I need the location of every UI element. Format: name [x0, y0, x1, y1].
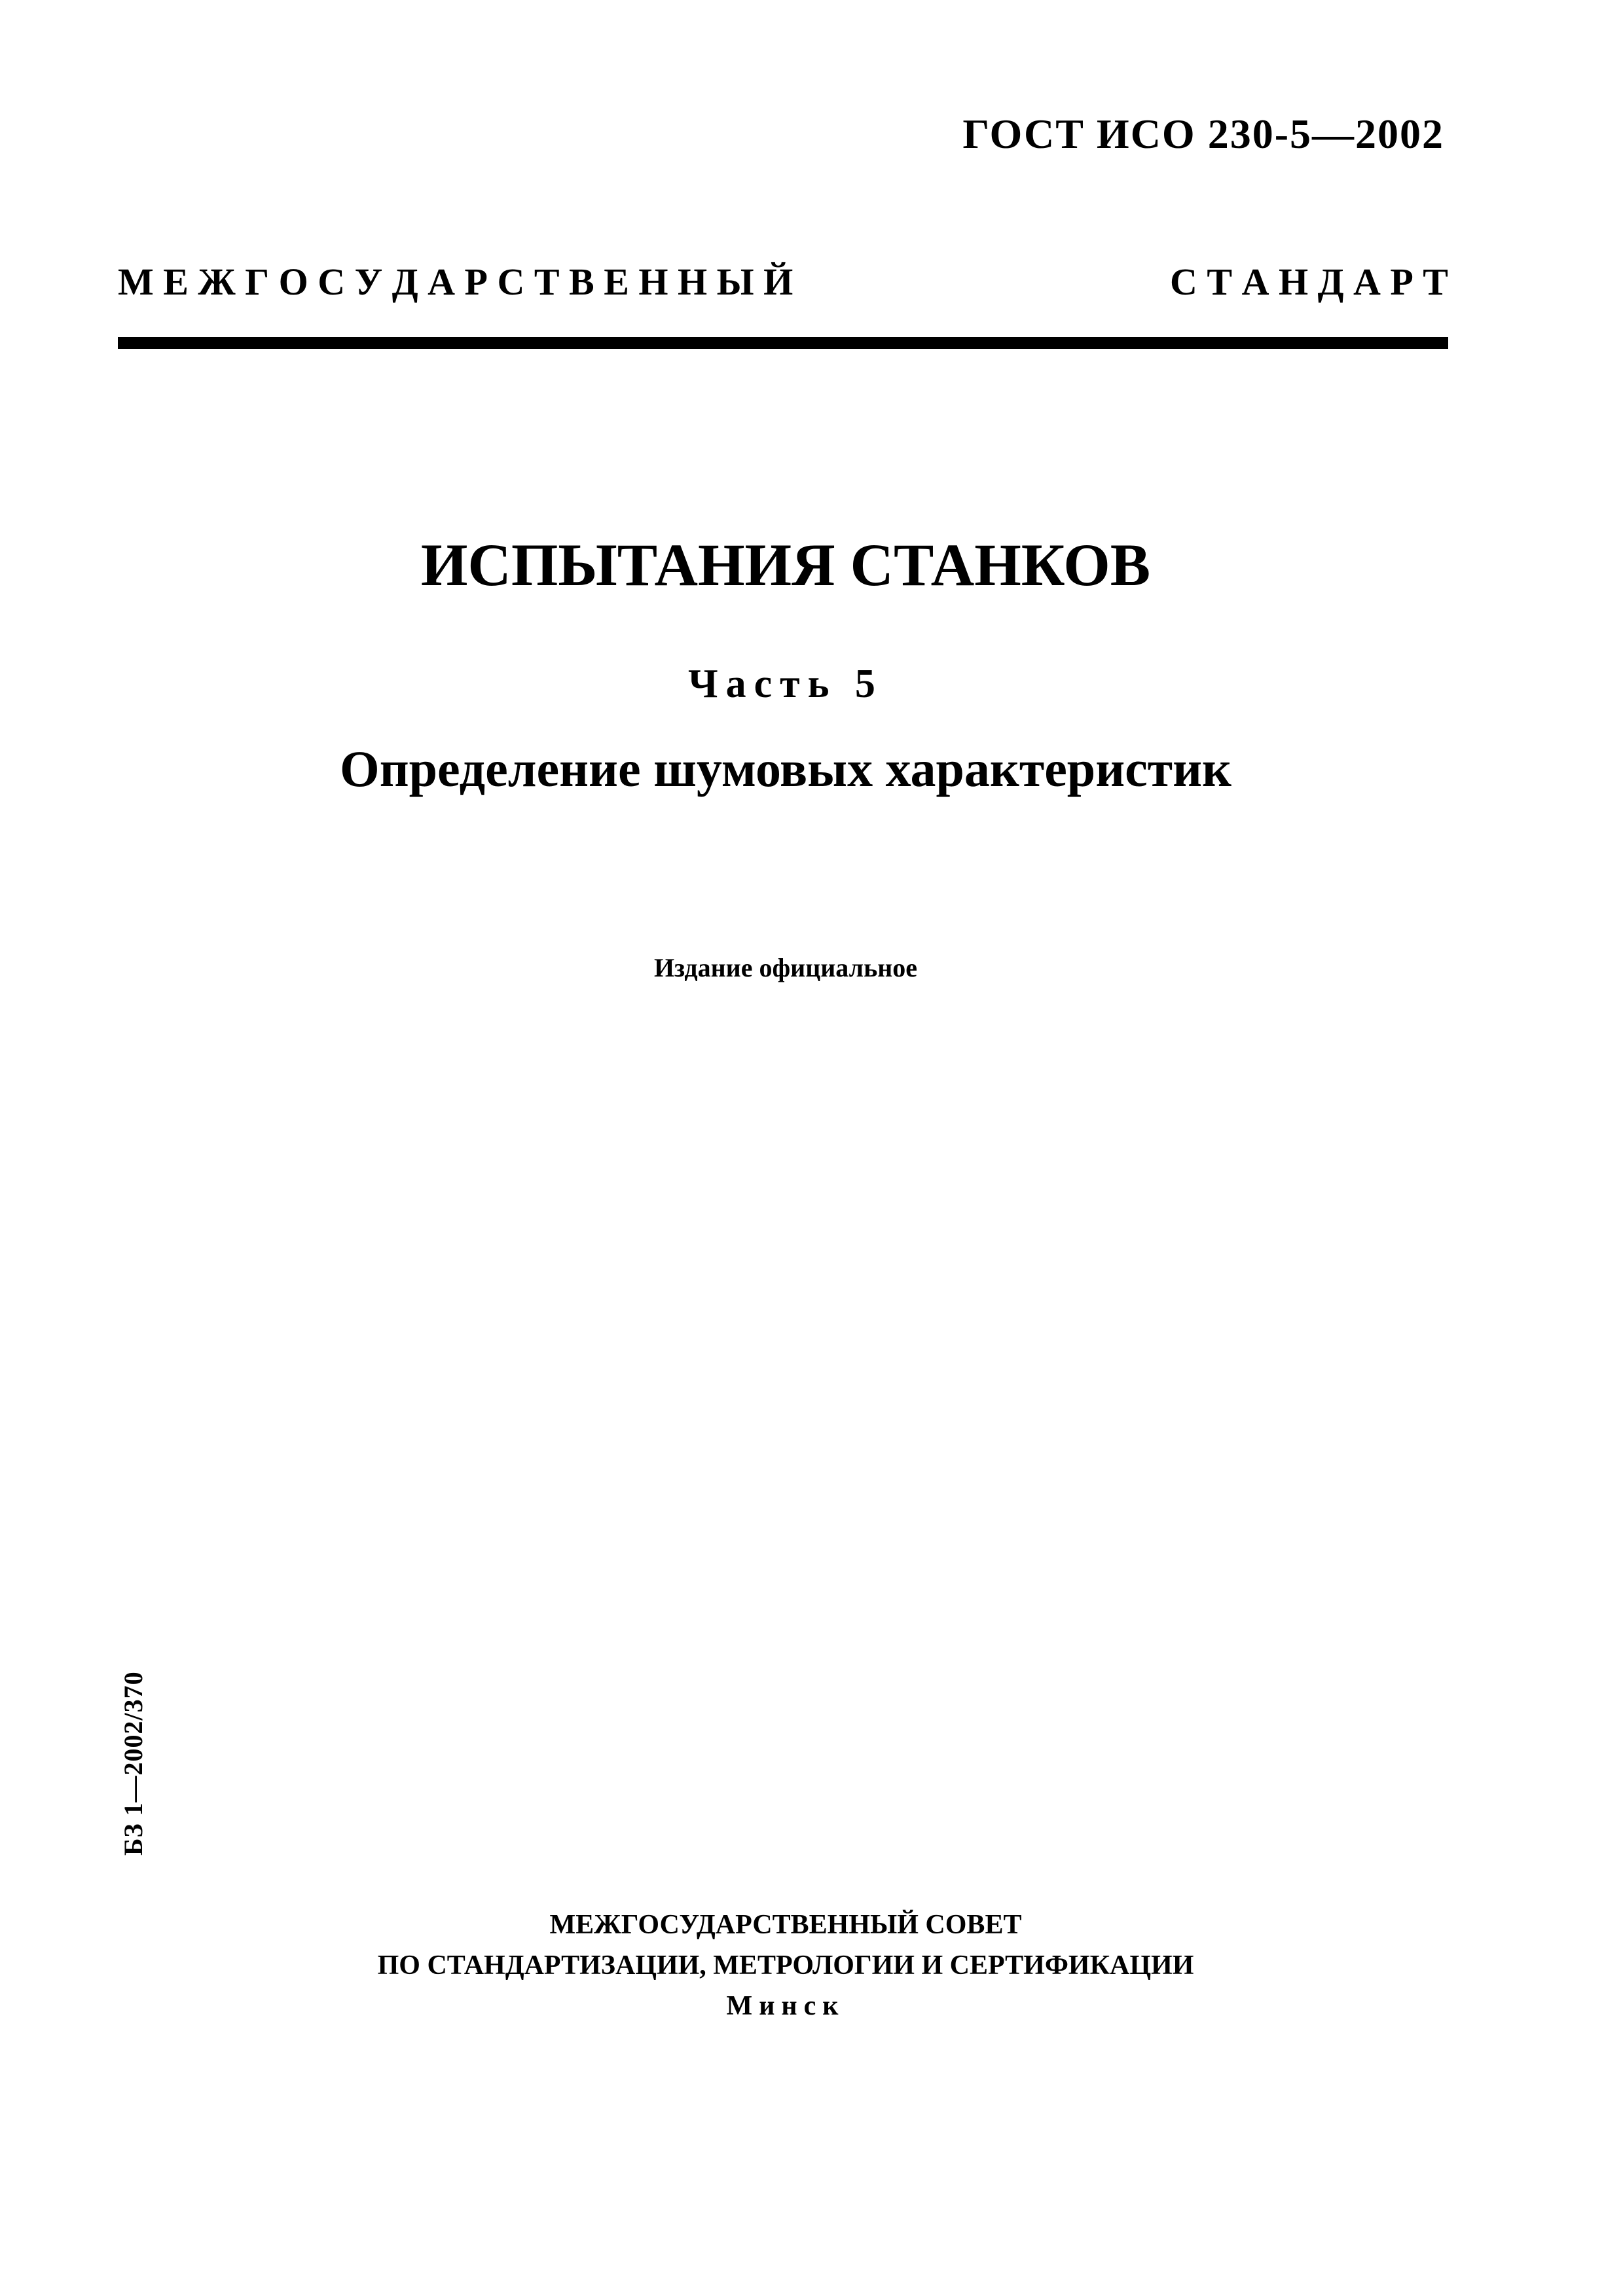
- publisher-line-2: ПО СТАНДАРТИЗАЦИИ, МЕТРОЛОГИИ И СЕРТИФИКАЦИИ: [377, 1950, 1194, 1981]
- publisher-block: [0, 1905, 1571, 2026]
- edition-label: Издание официальное: [653, 953, 918, 982]
- publisher-line-1: МЕЖГОСУДАРСТВЕННЫЙ СОВЕТ: [549, 1910, 1022, 1940]
- standard-type-header: [118, 255, 1448, 308]
- publisher-city: Минск: [726, 1991, 845, 2021]
- document-number: ГОСТ ИСО 230-5—2002: [962, 111, 1444, 157]
- part-label: Часть 5: [688, 662, 883, 706]
- document-subtitle: Определение шумовых характеристик: [340, 740, 1231, 797]
- document-title: ИСПЫТАНИЯ СТАНКОВ: [420, 531, 1151, 598]
- standard-type-word-1: М Е Ж Г О С У Д А Р С Т В Е Н Н Ы Й: [118, 260, 793, 303]
- header-rule: [118, 337, 1448, 349]
- standard-type-word-2: С Т А Н Д А Р Т: [1170, 260, 1448, 303]
- side-code: БЗ 1—2002/370: [119, 1671, 148, 1856]
